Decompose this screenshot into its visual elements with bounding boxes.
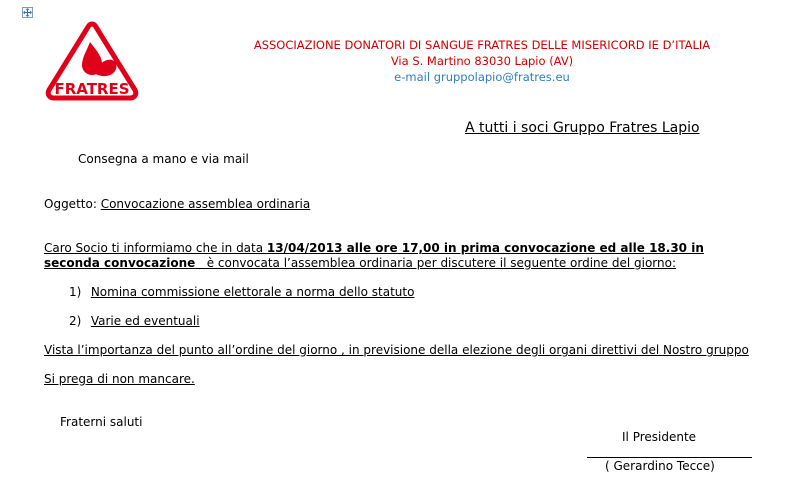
body-second-call: seconda convocazione bbox=[44, 256, 196, 270]
agenda-text: Nomina commissione elettorale a norma dello statuto bbox=[90, 285, 415, 299]
association-address: Via S. Martino 83030 Lapio (AV) bbox=[390, 54, 574, 68]
body-date-time: 13/04/2013 alle ore 17,00 in prima convocazione ed alle 18.30 in bbox=[266, 241, 704, 255]
signature-title: Il Presidente bbox=[622, 430, 697, 444]
agenda-item bbox=[69, 314, 200, 328]
attendance-plea: Si prega di non mancare. bbox=[44, 372, 195, 386]
subject-label: Oggetto: bbox=[44, 197, 97, 211]
recipients-heading: A tutti i soci Gruppo Fratres Lapio bbox=[465, 120, 700, 136]
body-paragraph-line1 bbox=[44, 241, 704, 255]
association-name: ASSOCIAZIONE DONATORI DI SANGUE FRATRES DELLE MISERICORD IE D’ITALIA bbox=[253, 38, 711, 52]
subject-value: Convocazione assemblea ordinaria bbox=[100, 197, 311, 211]
agenda-text: Varie ed eventuali bbox=[90, 314, 200, 328]
logo-text: FRATRES bbox=[54, 80, 130, 98]
importance-note: Vista l’importanza del punto all’ordine del giorno , in previsione della elezione degli organi direttivi del Nostro gruppo bbox=[44, 343, 749, 357]
association-email[interactable]: e-mail gruppolapio@fratres.eu bbox=[394, 70, 570, 84]
fratres-logo bbox=[44, 20, 140, 104]
body-paragraph-line2 bbox=[44, 256, 676, 270]
table-move-handle-icon[interactable] bbox=[22, 7, 33, 18]
signature-line bbox=[587, 457, 752, 458]
body-continuation: è convocata l’assemblea ordinaria per discutere il seguente ordine del giorno: bbox=[195, 256, 677, 270]
closing-greeting: Fraterni saluti bbox=[60, 415, 143, 429]
agenda-item bbox=[69, 285, 414, 299]
subject-line bbox=[44, 197, 310, 211]
body-intro: Caro Socio ti informiamo che in data bbox=[44, 241, 267, 255]
agenda-number: 1) bbox=[69, 285, 82, 299]
agenda-number: 2) bbox=[69, 314, 82, 328]
signature-name: ( Gerardino Tecce) bbox=[605, 459, 715, 473]
delivery-note: Consegna a mano e via mail bbox=[78, 152, 249, 166]
